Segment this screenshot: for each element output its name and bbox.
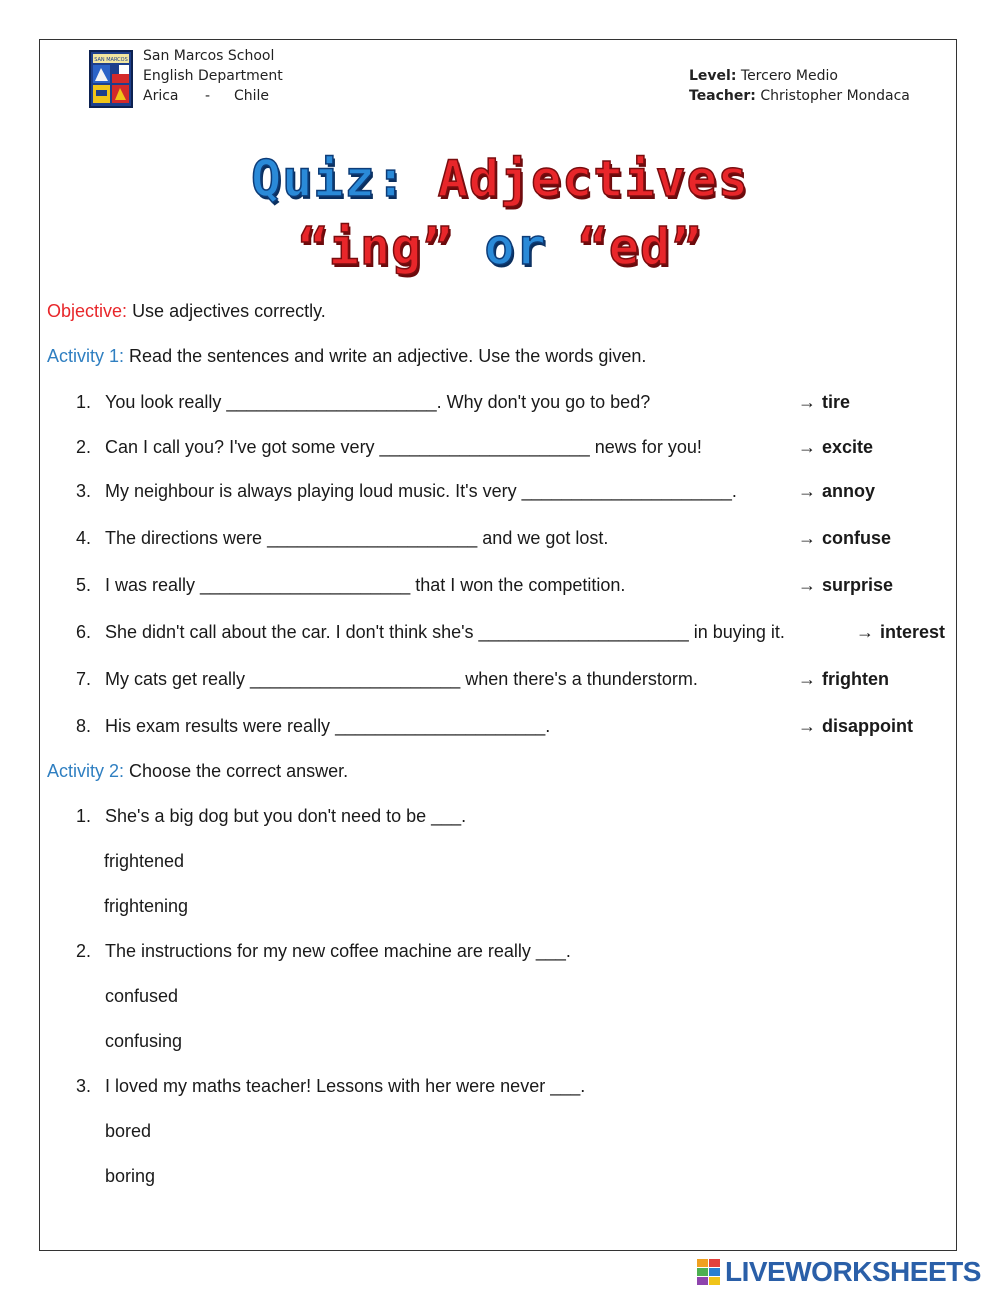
location-dash: -	[205, 88, 211, 104]
a1-item-6-word-text: interest	[880, 622, 946, 642]
a1-item-5-number: 5.	[76, 575, 92, 595]
school-location	[143, 86, 283, 106]
school-name: San Marcos School	[143, 48, 275, 64]
activity1-instruction: Read the sentences and write an adjective. Use the words given.	[129, 346, 647, 366]
a1-item-3-word-text: annoy	[822, 481, 876, 501]
svg-text:SAN MARCOS: SAN MARCOS	[94, 57, 128, 63]
a2-question-1-number: 1.	[76, 806, 92, 826]
activity2-heading	[47, 760, 348, 782]
objective-text: Use adjectives correctly.	[132, 301, 326, 321]
a1-item-7-sentence: My cats get really _____________________ when there's a thunderstorm.	[105, 669, 698, 689]
a1-item-1-word	[798, 391, 850, 413]
page-title-line-1	[0, 150, 1000, 208]
a1-item-2-sentence: Can I call you? I've got some very _____________________ news for you!	[105, 437, 702, 457]
class-info	[689, 66, 910, 106]
a1-item-4-word	[798, 527, 891, 549]
objective	[47, 300, 326, 322]
a1-item-8-word-text: disappoint	[822, 716, 913, 736]
a1-item-6-sentence: She didn't call about the car. I don't think she's _____________________ in buying it.	[105, 622, 785, 642]
school-crest-icon	[89, 50, 133, 108]
a1-item-1-sentence: You look really _____________________. Why don't you go to bed?	[105, 392, 651, 412]
a2-question-3-option-2[interactable]: boring	[105, 1166, 156, 1186]
a2-question-1-text: She's a big dog but you don't need to be ___.	[105, 806, 467, 826]
a1-item-3-sentence: My neighbour is always playing loud music. It's very _____________________.	[105, 481, 737, 501]
level-value: Tercero Medio	[740, 68, 838, 84]
arrow-icon: →	[798, 575, 816, 595]
a2-question-3-text: I loved my maths teacher! Lessons with her were never ___.	[105, 1076, 586, 1096]
a1-item-7-word-text: frighten	[822, 669, 889, 689]
liveworksheets-text: LIVEWORKSHEETS	[725, 1256, 981, 1287]
a2-question-3-number: 3.	[76, 1076, 92, 1096]
a1-item-8-word	[798, 715, 913, 737]
a1-item-1-word-text: tire	[822, 392, 851, 412]
arrow-icon: →	[798, 437, 816, 457]
a1-item-5-word-text: surprise	[822, 575, 894, 595]
school-city: Arica	[143, 88, 179, 104]
objective-label: Objective:	[47, 301, 128, 321]
school-info	[143, 46, 283, 106]
a2-question-2-number: 2.	[76, 941, 92, 961]
a1-item-8-number: 8.	[76, 716, 92, 736]
level-row	[689, 66, 910, 86]
arrow-icon: →	[798, 528, 816, 548]
a2-question-1-option-1[interactable]: frightened	[104, 851, 185, 871]
a1-item-4-word-text: confuse	[822, 528, 892, 548]
arrow-icon: →	[798, 669, 816, 689]
title-quiz: Quiz:	[251, 150, 407, 208]
a1-item-8-sentence: His exam results were really _____________________.	[105, 716, 551, 736]
a2-question-2-option-1[interactable]: confused	[105, 986, 179, 1006]
arrow-icon: →	[798, 716, 816, 736]
a1-item-7-number: 7.	[76, 669, 92, 689]
a1-item-3-number: 3.	[76, 481, 92, 501]
a1-item-2-word-text: excite	[822, 437, 874, 457]
arrow-icon: →	[798, 392, 816, 412]
a1-item-6-number: 6.	[76, 622, 92, 642]
page-title-line-2	[0, 218, 1000, 276]
a1-item-2-number: 2.	[76, 437, 92, 457]
title-ed: “ed”	[577, 218, 703, 276]
liveworksheets-blocks-icon	[697, 1259, 721, 1285]
school-department: English Department	[143, 68, 283, 84]
a2-question-2-option-2[interactable]: confusing	[105, 1031, 183, 1051]
arrow-icon: →	[798, 481, 816, 501]
a1-item-4-sentence: The directions were _____________________ and we got lost.	[105, 528, 609, 548]
a1-item-3-word	[798, 480, 875, 502]
a1-item-2-word	[798, 436, 873, 458]
arrow-icon: →	[856, 622, 874, 642]
a1-item-6-word	[856, 621, 945, 643]
a2-question-1-option-2[interactable]: frightening	[104, 896, 189, 916]
a1-item-7-word	[798, 668, 889, 690]
title-ing: “ing”	[297, 218, 454, 276]
level-label: Level:	[689, 68, 737, 84]
a2-question-2-text: The instructions for my new coffee machine are really ___.	[105, 941, 571, 961]
a1-item-5-sentence: I was really _____________________ that I won the competition.	[105, 575, 626, 595]
activity1-label: Activity 1:	[47, 346, 125, 366]
a1-item-4-number: 4.	[76, 528, 92, 548]
a2-question-3-option-1[interactable]: bored	[105, 1121, 152, 1141]
title-adjectives: Adjectives	[437, 150, 749, 208]
title-or: or	[484, 218, 547, 276]
activity1-heading	[47, 345, 646, 367]
activity2-label: Activity 2:	[47, 761, 125, 781]
school-country: Chile	[234, 88, 270, 104]
teacher-row	[689, 86, 910, 106]
teacher-value: Christopher Mondaca	[760, 88, 910, 104]
a1-item-5-word	[798, 574, 893, 596]
activity2-instruction: Choose the correct answer.	[129, 761, 349, 781]
a1-item-1-number: 1.	[76, 392, 92, 412]
teacher-label: Teacher:	[689, 88, 756, 104]
